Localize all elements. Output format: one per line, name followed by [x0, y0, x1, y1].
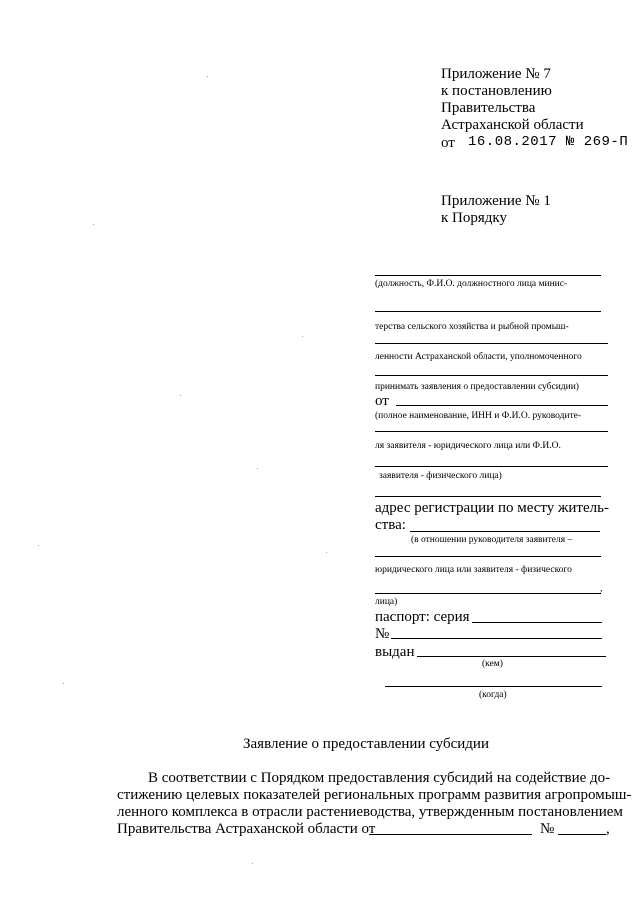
decree-number-label: №	[540, 821, 555, 837]
appendix-1-line2: к Порядку	[441, 210, 507, 226]
scan-speck	[38, 545, 39, 546]
applicant-blank-line-2	[375, 466, 608, 467]
issued-by-caption: (кем)	[482, 659, 503, 669]
recipient-caption-4: принимать заявления о предоставлении субсидии)	[375, 382, 579, 392]
appendix-1-title: Приложение № 1	[441, 193, 551, 209]
applicant-caption-1: (полное наименование, ИНН и Ф.И.О. руководите-	[375, 411, 582, 421]
scan-speck	[93, 224, 94, 225]
passport-number-label: №	[375, 626, 390, 642]
address-caption-3: лица)	[375, 597, 398, 607]
address-caption-1: (в отношении руководителя заявителя –	[411, 535, 573, 545]
address-line-2	[375, 556, 601, 557]
passport-series-line	[472, 622, 602, 623]
applicant-from-line	[396, 405, 608, 406]
statement-body-line-1: В соответствии с Порядком предоставления субсидий на содействие до-	[148, 770, 611, 786]
issued-when-caption: (когда)	[479, 690, 507, 700]
applicant-caption-3: заявителя - физического лица)	[379, 471, 502, 481]
scan-speck	[180, 395, 181, 396]
decree-date-line	[369, 834, 532, 835]
applicant-caption-2: ля заявителя - юридического лица или Ф.И.О.	[375, 441, 561, 451]
address-line-3	[375, 593, 601, 594]
decree-line-comma: ,	[606, 821, 610, 837]
decree-number-line	[558, 834, 606, 835]
statement-body-line-2: стижению целевых показателей региональных программ развития агропромыш-	[117, 787, 632, 803]
passport-series-label: паспорт: серия	[375, 609, 470, 625]
recipient-blank-line-3	[375, 343, 608, 344]
applicant-blank-line-3	[375, 496, 601, 497]
address-label-line-2: ства:	[375, 517, 406, 533]
scan-speck	[63, 683, 64, 684]
appendix-7-from-label: от	[441, 135, 455, 151]
appendix-7-date-number: 16.08.2017 № 269-П	[468, 134, 629, 150]
passport-number-line	[391, 638, 602, 639]
recipient-caption-1: (должность, Ф.И.О. должностного лица минис-	[375, 279, 568, 289]
recipient-caption-3: ленности Астраханской области, уполномоченного	[375, 352, 582, 362]
recipient-caption-2: терства сельского хозяйства и рыбной промыш-	[375, 322, 569, 332]
statement-body-line-4: Правительства Астраханской области от	[117, 821, 376, 837]
recipient-blank-line-4	[375, 375, 608, 376]
scan-speck	[252, 863, 253, 864]
appendix-7-line2: к постановлению	[441, 83, 552, 99]
passport-issued-line	[417, 656, 606, 657]
applicant-blank-line-1	[375, 431, 608, 432]
address-line-3-comma: ,	[600, 584, 603, 594]
appendix-7-line3: Правительства	[441, 100, 536, 116]
address-line-1	[410, 531, 600, 532]
address-caption-2: юридического лица или заявителя - физического	[375, 565, 572, 575]
scan-speck	[207, 76, 208, 77]
passport-issued-label: выдан	[375, 644, 415, 660]
recipient-blank-line-1	[375, 275, 601, 276]
applicant-from-label: от	[375, 393, 389, 409]
statement-title: Заявление о предоставлении субсидии	[243, 736, 489, 752]
statement-body-line-3: ленного комплекса в отрасли растениеводства, утвержденным постановлением	[117, 804, 623, 820]
appendix-7-title: Приложение № 7	[441, 66, 551, 82]
recipient-blank-line-2	[375, 311, 601, 312]
appendix-7-line4: Астраханской области	[441, 117, 584, 133]
scan-speck	[326, 552, 327, 553]
scan-speck	[257, 468, 258, 469]
scan-speck	[302, 336, 303, 337]
address-label-line-1: адрес регистрации по месту житель-	[375, 500, 609, 516]
issued-when-line	[385, 686, 602, 687]
